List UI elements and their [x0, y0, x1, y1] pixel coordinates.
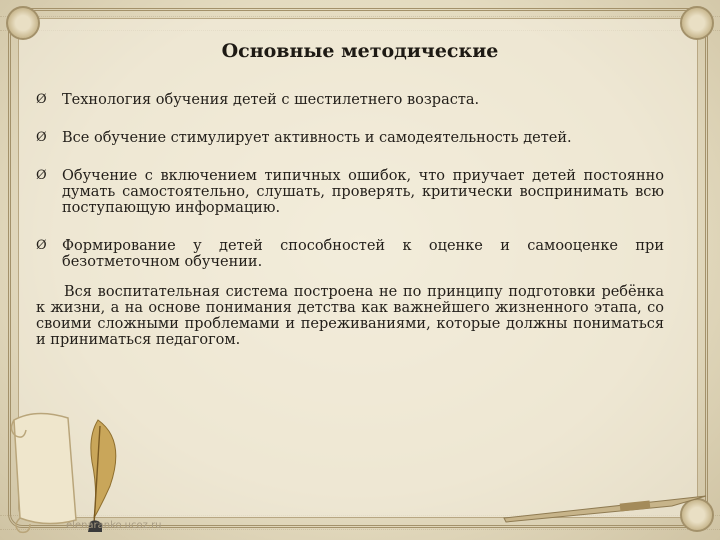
bullet-arrow-icon: Ø: [36, 168, 47, 183]
bullet-item: [36, 130, 664, 146]
bullet-arrow-icon: Ø: [36, 238, 47, 253]
scroll-icon: [6, 400, 136, 535]
pen-icon: [500, 488, 710, 528]
ornament-corner-icon: [6, 6, 40, 40]
bullet-text: Обучение с включением типичных ошибок, что приучает детей постоянно думать самостоятельно, слушать, проверять, критически воспринимать всю поступающую информацию.: [62, 168, 664, 216]
ornament-corner-icon: [680, 6, 714, 40]
slide-body: [36, 92, 664, 348]
bullet-item: [36, 92, 664, 108]
bullet-item: [36, 238, 664, 270]
slide-title: Основные методические: [221, 40, 499, 62]
bullet-arrow-icon: Ø: [36, 92, 47, 107]
bullet-text: Формирование у детей способностей к оценке и самооценке при безотметочном обучении.: [62, 238, 664, 270]
summary-paragraph: Вся воспитательная система построена не по принципу подготовки ребёнка к жизни, а на основе понимания детства как важнейшего жизненного этапа, со своими сложными проблемами и переживаниями, которые должны пониматься и приниматься педагогом.: [36, 284, 664, 348]
watermark: elenaranko.ucoz.ru: [66, 520, 162, 531]
bullet-item: [36, 168, 664, 216]
bullet-text: Технология обучения детей с шестилетнего возраста.: [62, 92, 480, 108]
quill-icon: [88, 420, 116, 532]
bullet-arrow-icon: Ø: [36, 130, 47, 145]
bullet-text: Все обучение стимулирует активность и самодеятельность детей.: [62, 130, 572, 146]
